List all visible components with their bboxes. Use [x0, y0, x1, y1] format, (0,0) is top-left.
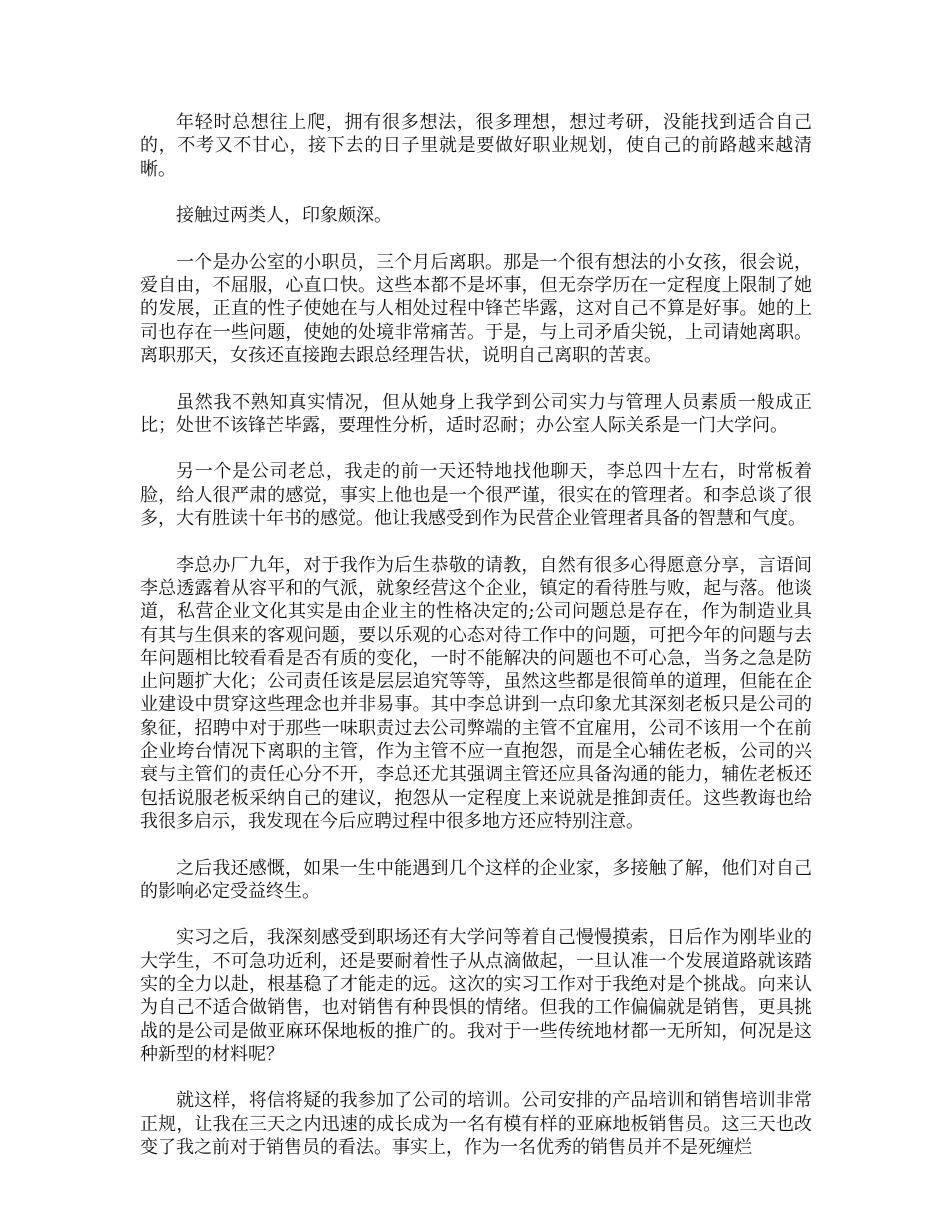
- paragraph: 虽然我不熟知真实情况，但从她身上我学到公司实力与管理人员素质一般成正比；处世不该锋芒毕露，要理性分析，适时忍耐；办公室人际关系是一门大学问。: [140, 391, 812, 436]
- paragraph: 李总办厂九年，对于我作为后生恭敬的请教，自然有很多心得愿意分享，言语间李总透露着从容平和的气派，就象经营这个企业，镇定的看待胜与败，起与落。他谈道，私营企业文化其实是由企业主的性格决定的;公司问题总是存在，作为制造业具有其与生俱来的客观问题，要以乐观的心态对待工作中的问题，可把今年的问题与去年问题相比较看看是否有质的变化，一时不能解决的问题也不可心急，当务之急是防止问题扩大化；公司责任该是层层追究等等，虽然这些都是很简单的道理，但能在企业建设中贯穿这些理念也并非易事。其中李总讲到一点印象尤其深刻老板只是公司的象征，招聘中对于那些一味职责过去公司弊端的主管不宜雇用，公司不该用一个在前企业垮台情况下离职的主管，作为主管不应一直抱怨，而是全心辅佐老板，公司的兴衰与主管们的责任心分不开，李总还尤其强调主管还应具备沟通的能力，辅佐老板还包括说服老板采纳自己的建议，抱怨从一定程度上来说就是推卸责任。这些教诲也给我很多启示，我发现在今后应聘过程中很多地方还应特别注意。: [140, 554, 812, 832]
- paragraph: 之后我还感慨，如果一生中能遇到几个这样的企业家，多接触了解，他们对自己的影响必定受益终生。: [140, 857, 812, 902]
- paragraph: 年轻时总想往上爬，拥有很多想法，很多理想，想过考研，没能找到适合自己的，不考又不甘心，接下去的日子里就是要做好职业规划，使自己的前路越来越清晰。: [140, 112, 812, 180]
- paragraph: 另一个是公司老总，我走的前一天还特地找他聊天，李总四十左右，时常板着脸，给人很严肃的感觉，事实上他也是一个很严谨，很实在的管理者。和李总谈了很多，大有胜读十年书的感觉。他让我感受到作为民营企业管理者具备的智慧和气度。: [140, 461, 812, 530]
- paragraph: 接触过两类人，印象颇深。: [176, 205, 392, 227]
- document-page: [140, 111, 812, 1159]
- paragraph: 就这样，将信将疑的我参加了公司的培训。公司安排的产品培训和销售培训非常正规，让我在三天之内迅速的成长成为一名有模有样的亚麻地板销售员。这三天也改变了我之前对于销售员的看法。事实上，作为一名优秀的销售员并不是死缠烂: [140, 1090, 812, 1159]
- paragraph: 一个是办公室的小职员，三个月后离职。那是一个很有想法的小女孩，很会说，爱自由，不屈服，心直口快。这些本都不是坏事，但无奈学历在一定程度上限制了她的发展，正直的性子使她在与人相处过程中锋芒毕露，这对自己不算是好事。她的上司也存在一些问题，使她的处境非常痛苦。于是，与上司矛盾尖锐，上司请她离职。离职那天，女孩还直接跑去跟总经理告状，说明自己离职的苦衷。: [140, 251, 812, 366]
- paragraph: 实习之后，我深刻感受到职场还有大学问等着自己慢慢摸索，日后作为刚毕业的大学生，不可急功近利，还是要耐着性子从点滴做起，一旦认准一个发展道路就该踏实的全力以赴，根基稳了才能走的远。这次的实习工作对于我绝对是个挑战。向来认为自己不适合做销售，也对销售有种畏惧的情绪。但我的工作偏偏就是销售，更具挑战的是公司是做亚麻环保地板的推广的。我对于一些传统地材都一无所知，何况是这种新型的材料呢？: [140, 927, 812, 1065]
